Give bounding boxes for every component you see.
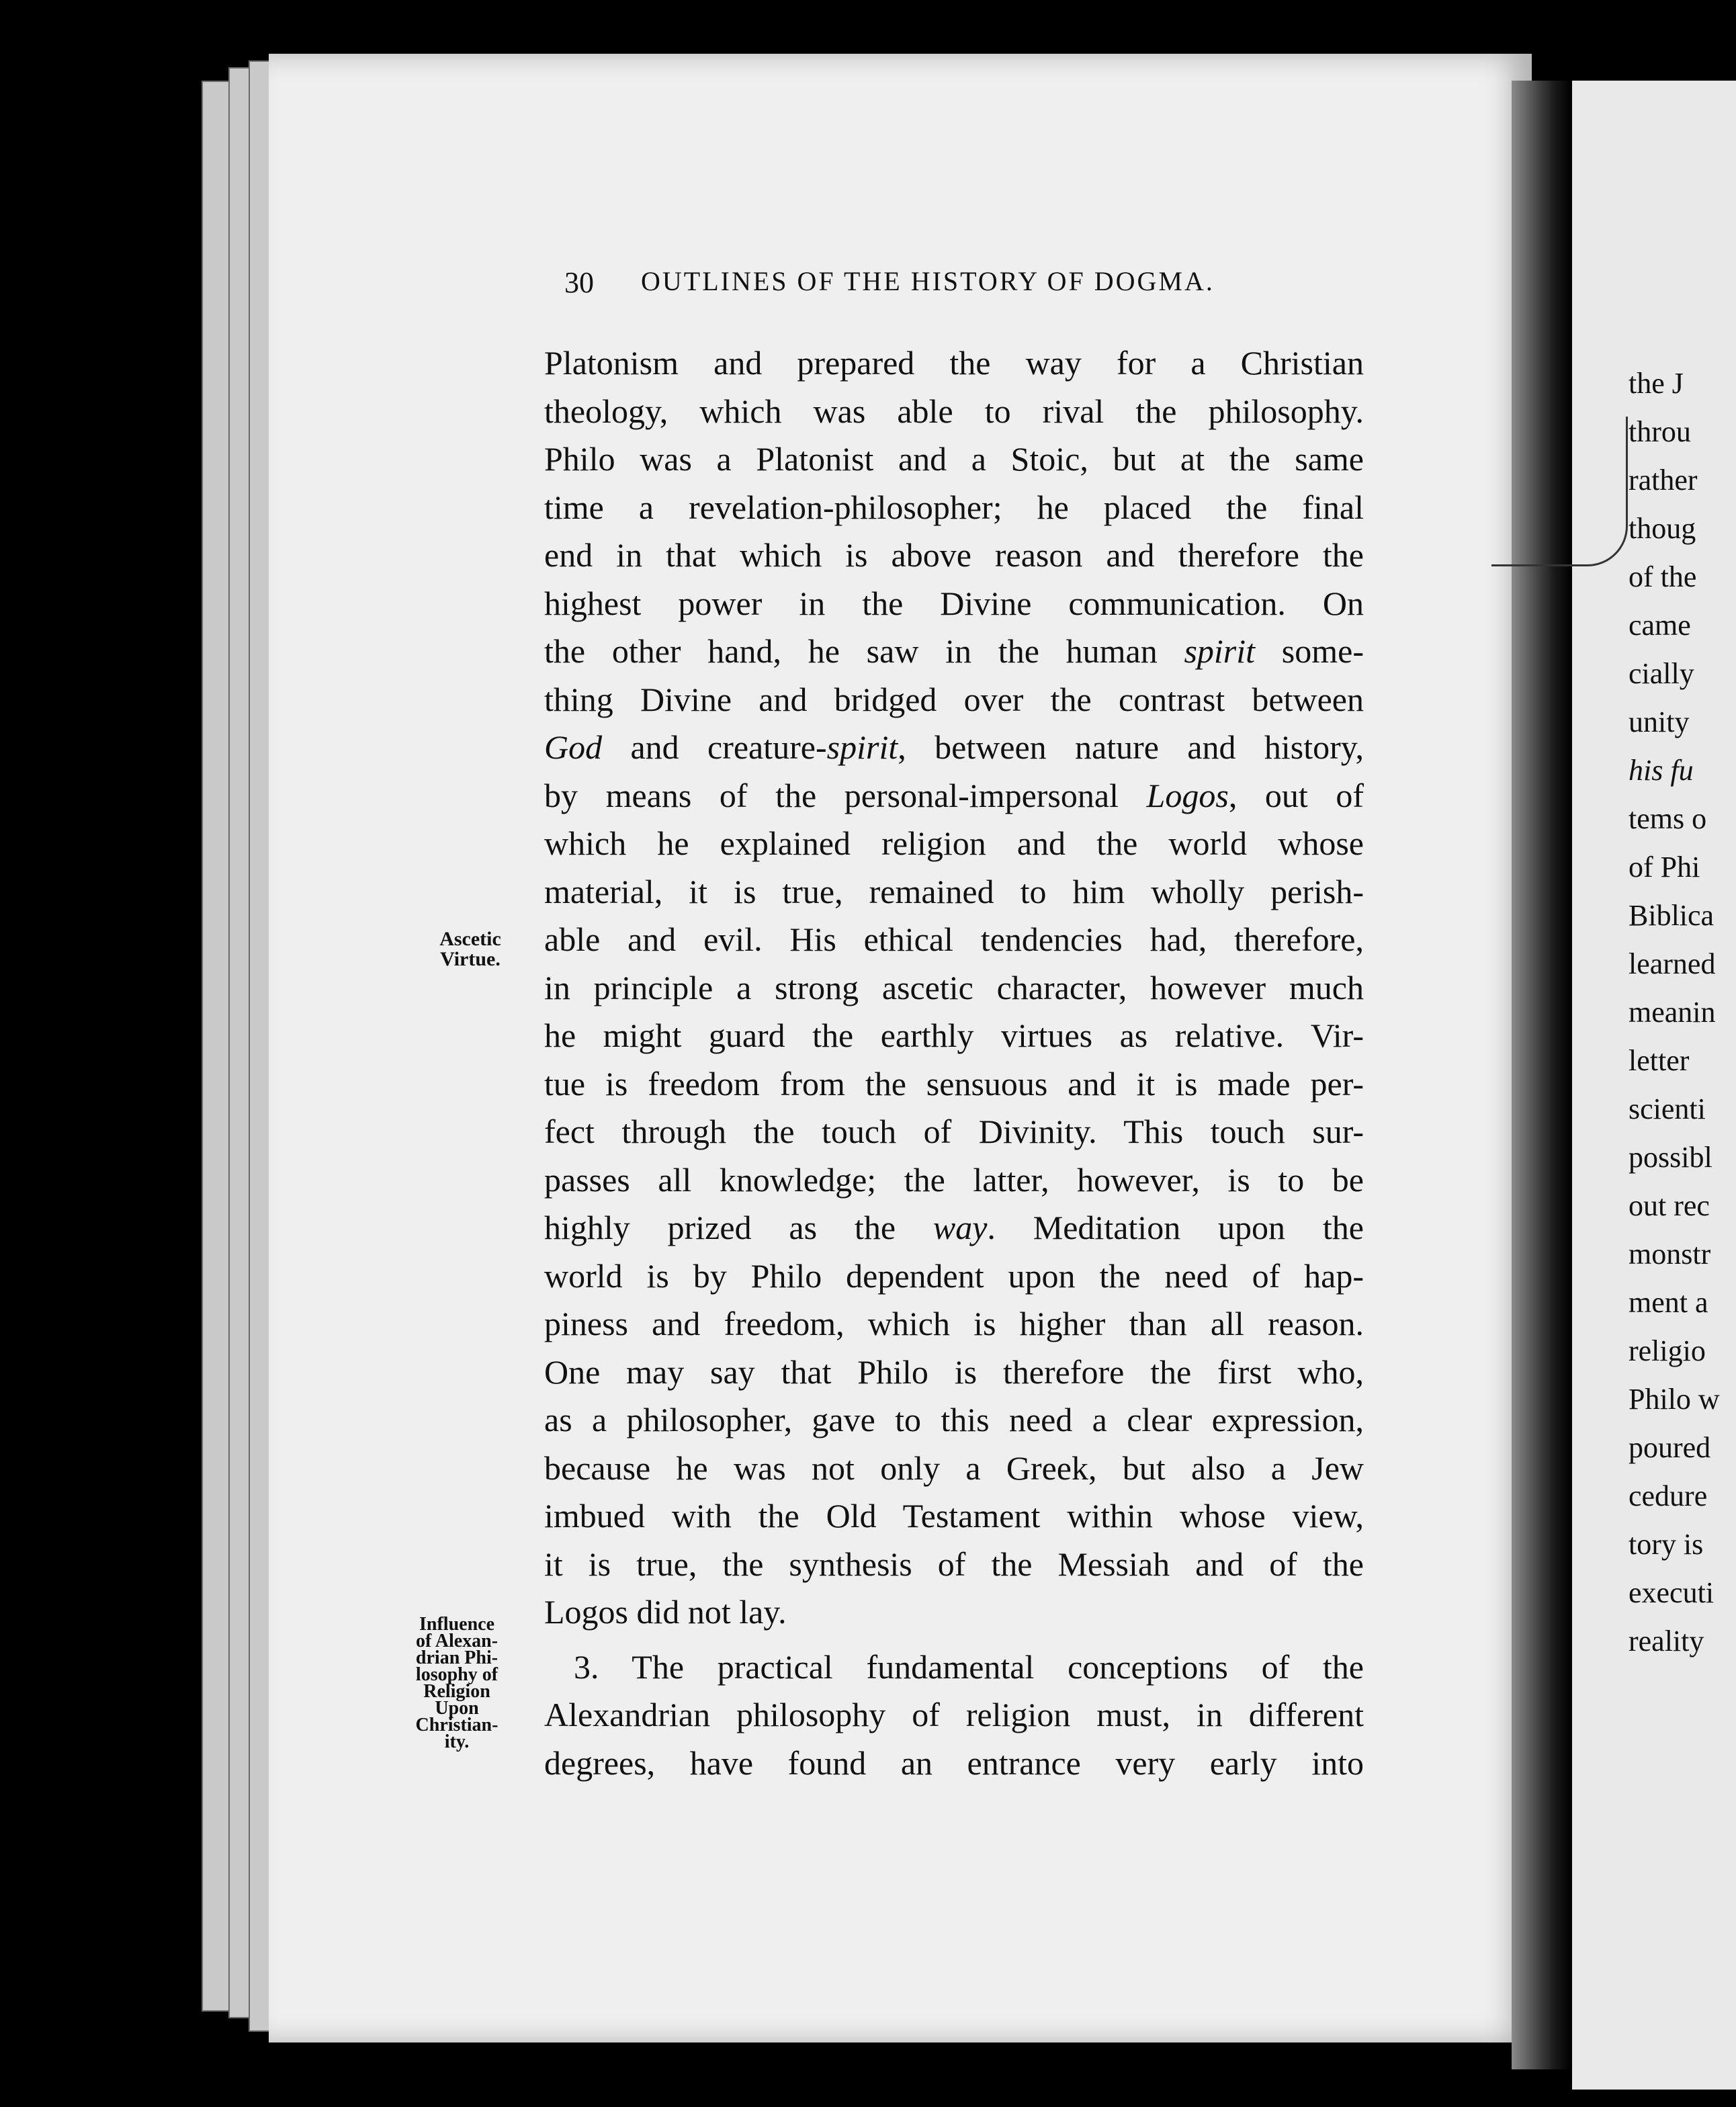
text-line: Logos did not lay. [544,1593,787,1631]
text-line: 3. The practical fundamental conceptions of the [574,1647,1364,1686]
text-line: highest power in the Divine communication. On [544,584,1364,622]
text-line: as a philosopher, gave to this need a clear expression, [544,1401,1364,1438]
text-line: theology, which was able to rival the philosophy. [544,392,1364,430]
margin-note-influence [390,1616,524,1750]
margin-note-line: losophy of [415,1664,498,1685]
pencil-bracket-mark [1491,417,1628,566]
body-text [544,339,1364,1787]
right-page-fragment: his fu [1629,754,1694,787]
text-line: degrees, have found an entrance very early into [544,1744,1364,1782]
right-page-fragment: tory is [1629,1528,1704,1561]
text-line: the other hand, he saw in the human spirit some- [544,632,1364,670]
right-page-fragment: tems o [1629,802,1707,835]
right-page-fragment: learned [1629,947,1716,980]
right-page-fragment: throu [1629,415,1691,448]
right-page-fragment: Biblica [1629,899,1715,932]
text-line: Platonism and prepared the way for a Christian [544,344,1364,382]
margin-note-line: Upon [435,1698,479,1719]
right-page-fragment: out rec [1629,1189,1710,1222]
right-page-fragment: ment a [1629,1286,1708,1319]
text-line: God and creature-spirit, between nature and history, [544,728,1364,766]
right-page-fragment: the J [1629,367,1684,400]
margin-note-line: Christian- [415,1715,498,1735]
margin-note-line: of Alexan- [415,1631,498,1651]
text-line: end in that which is above reason and therefore the [544,536,1364,574]
text-line: tue is freedom from the sensuous and it is made per- [544,1064,1364,1103]
margin-note-line: Influence [419,1614,494,1635]
book-gutter [1512,81,1572,2069]
right-page-fragment: meanin [1629,996,1716,1029]
page-number: 30 [564,266,594,299]
right-page-fragment: letter [1629,1044,1690,1077]
margin-note-line: ity. [444,1731,470,1752]
text-line: passes all knowledge; the latter, however, is to be [544,1160,1364,1199]
text-line: it is true, the synthesis of the Messiah and of the [544,1545,1364,1583]
text-line: world is by Philo dependent upon the need of hap- [544,1256,1364,1295]
running-head [564,265,1290,300]
right-page-text [1629,359,1720,1666]
paragraph-gap [544,1637,1364,1643]
text-line: time a revelation-philosopher; he placed the final [544,488,1364,526]
right-page-fragment: rather [1629,464,1698,497]
running-title: OUTLINES OF THE HISTORY OF DOGMA. [641,266,1215,296]
text-line: fect through the touch of Divinity. This touch sur- [544,1113,1364,1150]
text-line: able and evil. His ethical tendencies had, therefore, [544,920,1364,958]
margin-note-line: Virtue. [440,948,501,970]
text-line: material, it is true, remained to him wholly perish- [544,872,1364,910]
right-page-fragment: thoug [1629,512,1696,545]
margin-note-ascetic-virtue [423,929,517,970]
margin-note-line: Ascetic [439,928,501,950]
right-page-fragment: reality [1629,1625,1704,1658]
right-page-fragment: of Phi [1629,851,1700,884]
right-page-fragment: unity [1629,705,1690,738]
text-line: which he explained religion and the world whose [544,824,1364,862]
text-line: he might guard the earthly virtues as relative. Vir- [544,1017,1364,1054]
margin-note-line: drian Phi- [415,1647,498,1668]
text-line: by means of the personal-impersonal Logos, out of [544,776,1364,814]
right-page-fragment: possibl [1629,1141,1712,1174]
right-page-fragment: scienti [1629,1092,1706,1125]
right-page-fragment: cedure [1629,1479,1708,1512]
right-page-fragment: Philo w [1629,1383,1720,1416]
right-page-fragment: executi [1629,1576,1715,1609]
text-line: highly prized as the way. Meditation upon the [544,1209,1364,1246]
right-page-fragment: poured [1629,1431,1711,1464]
right-page-fragment: of the [1629,560,1697,593]
right-page-fragment: religio [1629,1334,1706,1367]
right-page-fragment: cially [1629,657,1694,690]
text-line: piness and freedom, which is higher than all reason. [544,1305,1364,1342]
text-line: One may say that Philo is therefore the first who, [544,1352,1364,1391]
text-line: Philo was a Platonist and a Stoic, but at the same [544,440,1364,478]
text-line: thing Divine and bridged over the contrast between [544,680,1364,718]
right-page-fragment: came [1629,609,1691,642]
margin-note-line: Religion [423,1681,490,1702]
text-line: imbued with the Old Testament within whose view, [544,1497,1364,1535]
right-page-fragment: monstr [1629,1238,1711,1271]
text-line: because he was not only a Greek, but also a Jew [544,1449,1364,1487]
text-line: Alexandrian philosophy of religion must, in different [544,1696,1364,1733]
text-line: in principle a strong ascetic character, however much [544,968,1364,1006]
